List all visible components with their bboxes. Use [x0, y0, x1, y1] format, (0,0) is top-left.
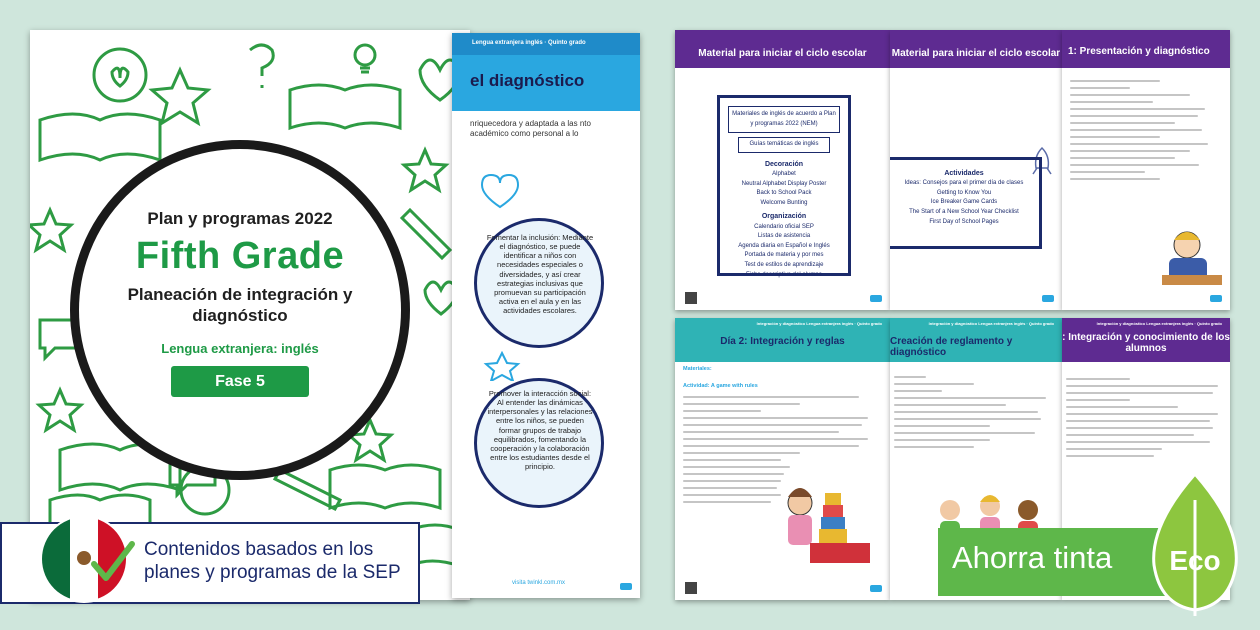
page-header [452, 33, 640, 55]
deco-item: Back to School Pack [756, 190, 812, 197]
thumb-header [890, 318, 1062, 362]
twinkl-logo [870, 585, 882, 592]
twinkl-logo [870, 295, 882, 302]
thumb-title: : Integración y conocimiento de los alumnos [1062, 332, 1230, 354]
qr-code-icon [685, 292, 697, 304]
decoration-title: Decoración [764, 160, 804, 168]
inclusion-bubble [474, 218, 604, 348]
interaction-bubble [474, 378, 604, 508]
question-icon [250, 45, 273, 88]
material-box [717, 95, 851, 276]
org-item: Portada de materia y por mes [744, 252, 824, 259]
star-icon [152, 70, 208, 123]
page-title: el diagnóstico [470, 71, 585, 90]
thumb-title: Creación de reglamento y diagnóstico [890, 336, 1013, 358]
guides-link: Guías temáticas de inglés [738, 137, 830, 153]
eco-tag: Eco [1169, 545, 1221, 576]
phase-badge: Fase 5 [171, 366, 309, 397]
text-lines [1070, 80, 1220, 185]
twinkl-logo [1210, 295, 1222, 302]
text-lines [1066, 378, 1226, 462]
thumb-material-1 [675, 30, 890, 310]
book-icon [40, 114, 160, 160]
org-item: Agenda diaria en Español e Inglés [738, 242, 830, 249]
star-icon [482, 351, 522, 381]
page-header-text: Lengua extranjera inglés · Quinto grado [472, 40, 586, 46]
deco-item: Alphabet [772, 170, 796, 177]
blocks-illustration [780, 473, 890, 573]
thumb-title: Material para iniciar el ciclo escolar [891, 48, 1061, 59]
activity-item: Ideas: Consejos para el primer día de clases [904, 180, 1024, 187]
activities-box [890, 157, 1042, 249]
activity-item: Getting to Know You [936, 189, 992, 196]
eco-label: Ahorra tinta [952, 540, 1113, 575]
intro-text: nriquecedora y adaptada a las nto académico como personal a lo [470, 119, 591, 139]
thumb-day1 [1062, 30, 1230, 310]
thumb-tag: Integración y diagnóstico Lengua extranjera inglés · Quinto grado [928, 321, 1054, 326]
star-icon [30, 210, 71, 250]
materials-link: Materiales de inglés de acuerdo a Plan y programas 2022 (NEM) [728, 106, 840, 133]
star-icon [39, 390, 81, 430]
checkmark-icon [90, 540, 136, 586]
org-item: Ficha descriptiva del alumno [745, 271, 823, 278]
heart-bubble-icon [94, 49, 146, 101]
thumb-title: Material para iniciar el ciclo escolar [698, 48, 867, 59]
page-title-bar [452, 55, 640, 111]
page-url: visita twinkl.com.mx [512, 580, 566, 586]
thumb-material-2 [890, 30, 1062, 310]
org-item: Listas de asistencia [757, 233, 811, 240]
twinkl-logo [620, 583, 632, 590]
thumb-day2 [675, 318, 890, 600]
star-icon [404, 150, 446, 190]
inclusion-text: Fomentar la inclusión: Mediante el diagnóstico, se puede identificar a niños con necesidades especiales o diversidades, y así crear estrategias inclusivas que promuevan su participación activa en el aula y en las actividades escolares. [486, 233, 594, 316]
deco-item: Welcome Bunting [760, 199, 808, 206]
plan-label: Plan y programas 2022 [147, 209, 333, 228]
org-item: Test de estilos de aprendizaje [744, 261, 824, 268]
grade-title: Fifth Grade [135, 235, 345, 277]
thumb-header [675, 318, 890, 362]
leaf-icon [1140, 470, 1250, 620]
organization-title: Organización [761, 213, 807, 221]
activity-label: Actividad: A game with rules [683, 383, 758, 389]
thumb-tag: Integración y diagnóstico Lengua extranjera inglés · Quinto grado [756, 321, 882, 326]
thumb-header [675, 30, 890, 68]
interaction-text: Promover la interacción social: Al entender las dinámicas interpersonales y las relaciones entre los niños, se pueden formar grupos de trabajo equilibrados, fomentando la cooperación y la colaboración entre los estudiantes desde el principio. [487, 389, 593, 472]
org-item: Calendario oficial SEP [754, 223, 814, 230]
thumb-title: Día 2: Integración y reglas [720, 336, 845, 347]
activity-item: First Day of School Pages [929, 218, 999, 225]
thumb-tag: Integración y diagnóstico Lengua extranjera inglés · Quinto grado [1096, 321, 1222, 326]
heart-bubble-icon [480, 173, 520, 209]
activity-item: The Start of a New School Year Checklist [909, 208, 1019, 215]
materials-label: Materiales: [683, 366, 712, 372]
thumb-header [1062, 30, 1230, 68]
title-circle [70, 140, 410, 480]
deco-item: Neutral Alphabet Display Poster [741, 180, 827, 187]
thumb-header [1062, 318, 1230, 362]
twinkl-logo [1042, 295, 1054, 302]
activity-item: Ice Breaker Game Cards [930, 199, 998, 206]
text-lines [894, 376, 1054, 453]
cover-subtitle: Planeación de integración y diagnóstico [127, 285, 353, 326]
bulb-icon [355, 45, 375, 72]
thumb-title: 1: Presentación y diagnóstico [1068, 46, 1210, 57]
qr-code-icon [685, 582, 697, 594]
pencil-icon [402, 210, 450, 258]
activities-title: Actividades [944, 170, 984, 177]
book-icon [290, 85, 400, 128]
book-icon [330, 465, 440, 508]
language-label: Lengua extranjera: inglés [161, 340, 319, 356]
diagnostic-page [452, 33, 640, 598]
thumb-header [890, 30, 1062, 68]
student-illustration [1157, 220, 1227, 290]
sep-badge-text: Contenidos basados en los planes y programas de la SEP [144, 539, 401, 583]
